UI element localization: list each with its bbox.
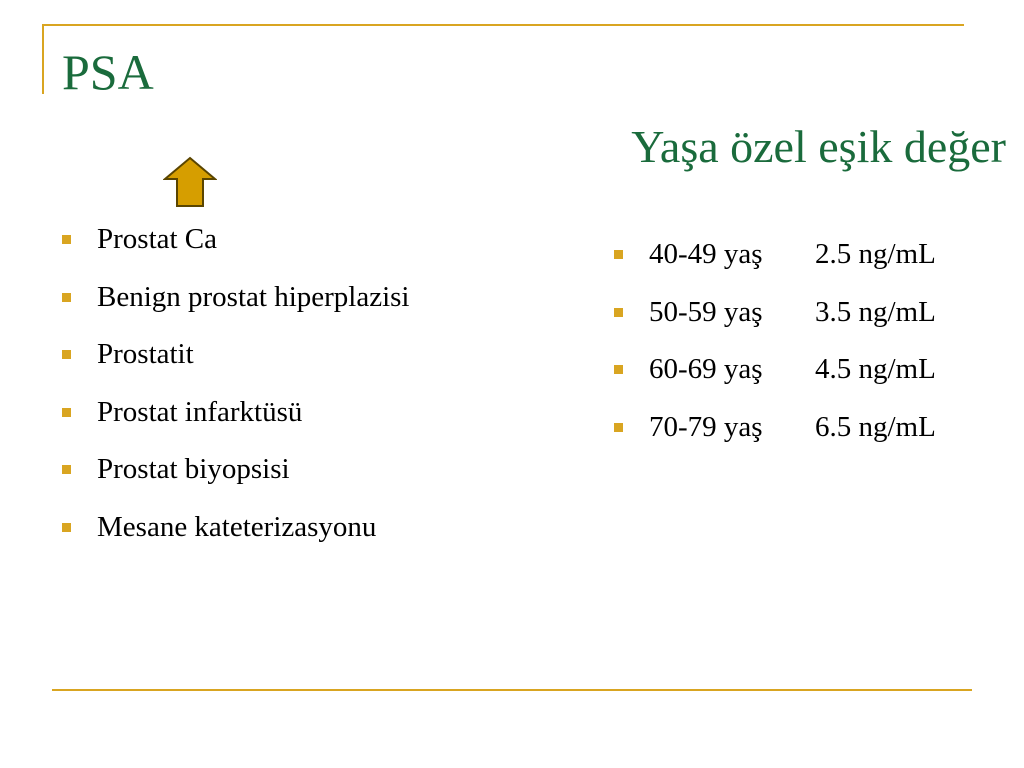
bullet-square-icon	[62, 523, 71, 532]
bullet-square-icon	[614, 423, 623, 432]
psa-threshold: 2.5 ng/mL	[815, 238, 936, 270]
age-range: 70-79 yaş	[649, 410, 763, 443]
list-item-text: Benign prostat hiperplazisi	[97, 280, 410, 313]
bullet-square-icon	[614, 365, 623, 374]
bullet-square-icon	[62, 293, 71, 302]
list-item-text: Prostat biyopsisi	[97, 453, 290, 485]
age-range: 40-49 yaş	[649, 238, 763, 270]
bullet-square-icon	[62, 465, 71, 474]
frame-bottom-rule	[52, 689, 972, 691]
frame-left-rule	[42, 24, 44, 94]
bullet-square-icon	[62, 350, 71, 359]
list-item-text	[649, 348, 936, 390]
list-item-text	[649, 291, 936, 333]
list-item-text: Prostat Ca	[97, 223, 218, 255]
list-item-text	[649, 233, 936, 275]
frame-top-rule	[42, 24, 964, 26]
age-range: 50-59 yaş	[649, 295, 763, 328]
bullet-square-icon	[614, 308, 623, 317]
slide-subtitle: Yaşa özel eşik değer	[631, 121, 1006, 172]
list-item-text	[649, 406, 936, 448]
psa-threshold: 4.5 ng/mL	[815, 353, 936, 385]
list-item-text: Mesane kateterizasyonu	[97, 510, 377, 543]
up-arrow-icon	[163, 156, 217, 208]
bullet-square-icon	[62, 235, 71, 244]
list-item-text: Prostatit	[97, 338, 194, 370]
bullet-square-icon	[62, 408, 71, 417]
slide-title: PSA	[62, 44, 154, 100]
psa-threshold: 3.5 ng/mL	[815, 295, 936, 328]
psa-threshold: 6.5 ng/mL	[815, 410, 936, 443]
age-range: 60-69 yaş	[649, 353, 763, 385]
list-item-text: Prostat infarktüsü	[97, 395, 303, 428]
bullet-square-icon	[614, 250, 623, 259]
